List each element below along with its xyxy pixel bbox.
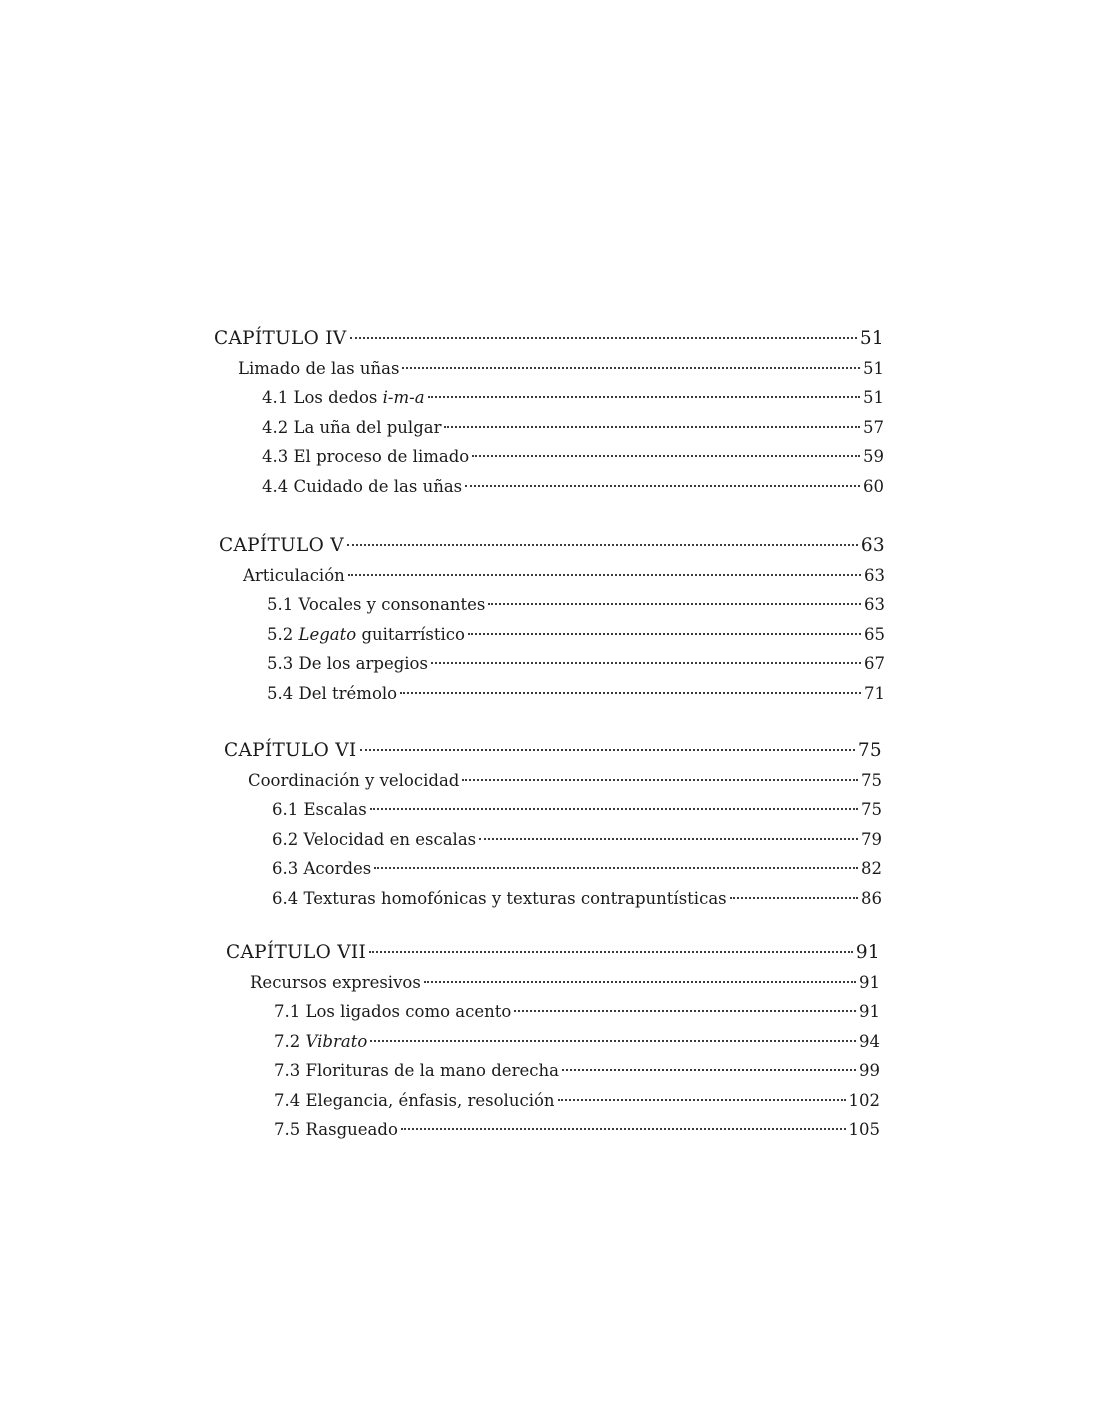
chapter-vi bbox=[224, 736, 882, 913]
dot-leader bbox=[465, 485, 860, 487]
subsection-entry[interactable] bbox=[214, 413, 884, 443]
subsection-title: 7.5 Rasgueado bbox=[274, 1120, 398, 1139]
subsection-title: 5.2 Legato guitarrístico bbox=[267, 624, 465, 644]
page-number: 91 bbox=[859, 1002, 880, 1021]
page-number: 91 bbox=[855, 942, 880, 963]
chapter-v bbox=[219, 531, 885, 708]
dot-leader bbox=[402, 367, 860, 369]
subsection-entry[interactable] bbox=[226, 997, 880, 1027]
subsection-entry[interactable] bbox=[224, 884, 882, 914]
subsection-title: 6.1 Escalas bbox=[272, 800, 367, 819]
subsection-title bbox=[274, 1027, 367, 1057]
subsection-number: 7.3 bbox=[274, 1061, 301, 1080]
page-number: 63 bbox=[864, 565, 885, 585]
subsection-number: 7.5 bbox=[274, 1120, 301, 1139]
page-number: 79 bbox=[861, 829, 882, 849]
italic-term: Legato bbox=[298, 624, 357, 644]
subsection-title: 5.3 De los arpegios bbox=[267, 654, 428, 673]
page-number: 51 bbox=[859, 328, 884, 349]
subsection-number: 7.2 bbox=[274, 1031, 301, 1051]
subsection-entry[interactable] bbox=[219, 679, 885, 709]
dot-leader bbox=[374, 867, 858, 869]
subsection-number: 4.1 bbox=[262, 388, 289, 407]
page-number: 75 bbox=[857, 740, 882, 761]
page-number: 86 bbox=[861, 888, 882, 908]
subsection-entry[interactable] bbox=[224, 795, 882, 825]
dot-leader bbox=[400, 692, 861, 694]
page-number: 63 bbox=[860, 535, 885, 556]
dot-leader bbox=[347, 544, 858, 546]
page-number: 59 bbox=[863, 447, 884, 466]
page-number: 102 bbox=[848, 1090, 880, 1110]
dot-leader bbox=[369, 951, 853, 953]
dot-leader bbox=[370, 1040, 856, 1042]
subsection-title: 4.2 La uña del pulgar bbox=[262, 417, 442, 437]
chapter-heading[interactable] bbox=[219, 531, 885, 561]
subsection-number: 6.1 bbox=[272, 800, 299, 819]
dot-leader bbox=[468, 633, 861, 635]
dot-leader bbox=[472, 455, 860, 457]
page-number: 63 bbox=[864, 595, 885, 614]
subsection-entry[interactable] bbox=[219, 620, 885, 650]
subsection-number: 6.3 bbox=[272, 859, 299, 878]
chapter-title: CAPÍTULO IV bbox=[214, 328, 347, 349]
dot-leader bbox=[431, 662, 861, 664]
chapter-iv bbox=[214, 324, 884, 501]
subsection-number: 5.4 bbox=[267, 683, 294, 703]
dot-leader bbox=[558, 1099, 846, 1101]
dot-leader bbox=[562, 1069, 856, 1071]
chapter-title: CAPÍTULO VI bbox=[224, 740, 357, 761]
subsection-number: 6.2 bbox=[272, 829, 299, 849]
subsection-entry[interactable] bbox=[226, 1086, 880, 1116]
dot-leader bbox=[479, 838, 858, 840]
subsection-title: 5.4 Del trémolo bbox=[267, 683, 398, 703]
dot-leader bbox=[350, 337, 857, 339]
subsection-entry[interactable] bbox=[226, 1056, 880, 1086]
section-title: Recursos expresivos bbox=[250, 972, 421, 992]
section-entry[interactable] bbox=[224, 766, 882, 796]
subsection-title: 7.3 Florituras de la mano derecha bbox=[274, 1061, 559, 1080]
section-title: Articulación bbox=[243, 565, 345, 585]
page-number: 99 bbox=[859, 1061, 880, 1080]
subsection-title: 4.4 Cuidado de las uñas bbox=[262, 476, 463, 496]
section-entry[interactable] bbox=[226, 968, 880, 998]
subsection-entry[interactable] bbox=[214, 383, 884, 413]
dot-leader bbox=[488, 603, 861, 605]
page-number: 65 bbox=[864, 624, 885, 644]
subsection-number: 4.2 bbox=[262, 417, 289, 437]
subsection-title: 4.3 El proceso de limado bbox=[262, 447, 470, 466]
subsection-entry[interactable] bbox=[219, 590, 885, 620]
chapter-title: CAPÍTULO VII bbox=[226, 942, 367, 963]
dot-leader bbox=[462, 779, 858, 781]
section-title: Coordinación y velocidad bbox=[248, 770, 460, 790]
subsection-entry[interactable] bbox=[214, 472, 884, 502]
page-number: 57 bbox=[863, 417, 884, 437]
page-number: 60 bbox=[863, 476, 884, 496]
dot-leader bbox=[360, 749, 855, 751]
subsection-title: 4.1 Los dedos i-m-a bbox=[262, 388, 425, 407]
subsection-entry[interactable] bbox=[224, 825, 882, 855]
subsection-number: 4.4 bbox=[262, 476, 289, 496]
page-number: 94 bbox=[859, 1031, 880, 1051]
subsection-entry[interactable] bbox=[224, 854, 882, 884]
chapter-heading[interactable] bbox=[226, 938, 880, 968]
subsection-title: 7.1 Los ligados como acento bbox=[274, 1002, 512, 1021]
chapter-vii bbox=[226, 938, 880, 1145]
subsection-title: 6.3 Acordes bbox=[272, 859, 372, 878]
dot-leader bbox=[370, 808, 858, 810]
section-title: Limado de las uñas bbox=[238, 358, 400, 378]
page-number: 71 bbox=[864, 683, 885, 703]
page-number: 75 bbox=[861, 800, 882, 819]
dot-leader bbox=[424, 981, 856, 983]
chapter-title: CAPÍTULO V bbox=[219, 535, 344, 556]
subsection-entry[interactable] bbox=[214, 442, 884, 472]
subsection-title: 5.1 Vocales y consonantes bbox=[267, 595, 486, 614]
section-entry[interactable] bbox=[214, 354, 884, 384]
dot-leader bbox=[514, 1010, 856, 1012]
page-number: 91 bbox=[859, 972, 880, 992]
italic-term: Vibrato bbox=[305, 1031, 368, 1051]
subsection-number: 5.2 bbox=[267, 624, 294, 644]
subsection-number: 7.4 bbox=[274, 1090, 301, 1110]
page-number: 105 bbox=[848, 1120, 880, 1139]
dot-leader bbox=[348, 574, 861, 576]
chapter-heading[interactable] bbox=[224, 736, 882, 766]
subsection-title: 7.4 Elegancia, énfasis, resolución bbox=[274, 1090, 555, 1110]
section-entry[interactable] bbox=[219, 561, 885, 591]
subsection-entry[interactable] bbox=[219, 649, 885, 679]
subsection-title: 6.4 Texturas homofónicas y texturas contrapuntísticas bbox=[272, 888, 727, 908]
page-number: 51 bbox=[863, 388, 884, 407]
subsection-number: 4.3 bbox=[262, 447, 289, 466]
subsection-number: 5.3 bbox=[267, 654, 294, 673]
dot-leader bbox=[444, 426, 860, 428]
subsection-number: 7.1 bbox=[274, 1002, 301, 1021]
italic-term: i-m-a bbox=[382, 388, 425, 407]
subsection-entry[interactable] bbox=[226, 1027, 880, 1057]
page-number: 75 bbox=[861, 770, 882, 790]
dot-leader bbox=[730, 897, 858, 899]
dot-leader bbox=[428, 396, 860, 398]
page-number: 82 bbox=[861, 859, 882, 878]
page-number: 67 bbox=[864, 654, 885, 673]
subsection-number: 6.4 bbox=[272, 888, 299, 908]
dot-leader bbox=[401, 1128, 846, 1130]
subsection-number: 5.1 bbox=[267, 595, 294, 614]
subsection-entry[interactable] bbox=[226, 1115, 880, 1145]
chapter-heading[interactable] bbox=[214, 324, 884, 354]
page-number: 51 bbox=[863, 358, 884, 378]
subsection-title: 6.2 Velocidad en escalas bbox=[272, 829, 477, 849]
